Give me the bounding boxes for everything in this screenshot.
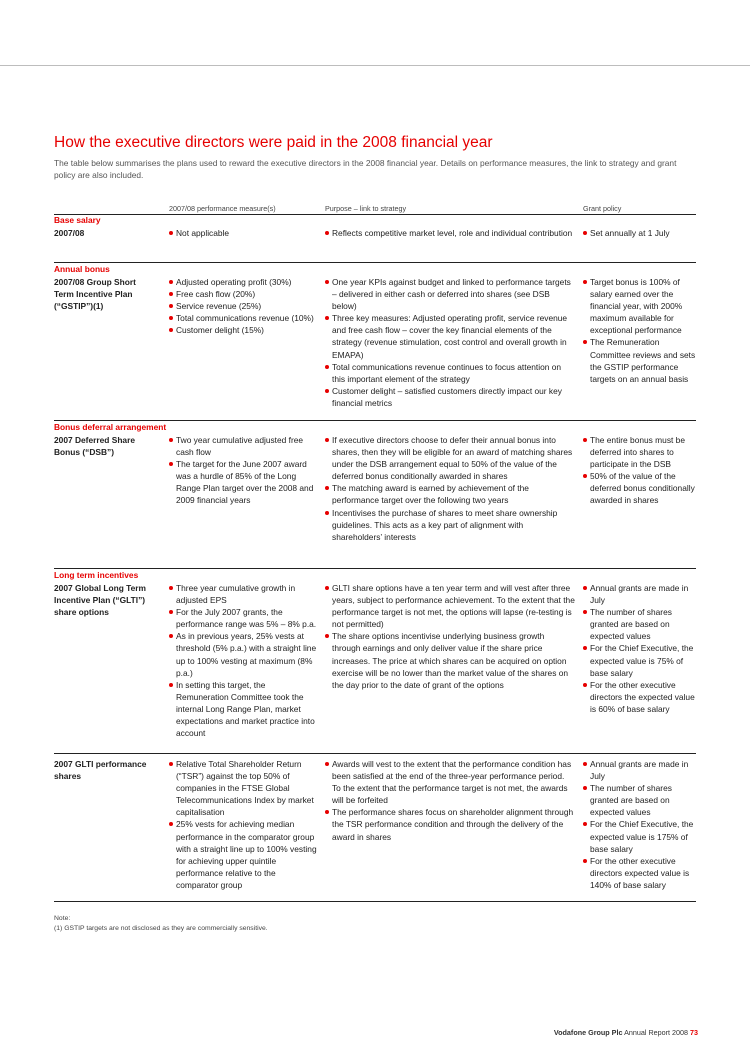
list-item: Set annually at 1 July bbox=[583, 227, 699, 239]
list-item: If executive directors choose to defer their annual bonus into shares, then they will be eligible for an award of matching shares under the DSB arrangement equal to 50% of the value of the deferred bonus conditionally awarded in shares bbox=[325, 434, 575, 482]
purpose-cell bbox=[325, 434, 575, 543]
purpose-cell bbox=[325, 276, 575, 409]
purpose-cell bbox=[325, 758, 575, 843]
note-text: (1) GSTIP targets are not disclosed as they are commercially sensitive. bbox=[54, 924, 268, 932]
list-item: Not applicable bbox=[169, 227, 317, 239]
row-label-base-salary: 2007/08 bbox=[54, 228, 85, 238]
purpose-cell bbox=[325, 227, 575, 239]
list-item: The number of shares granted are based on expected values bbox=[583, 606, 699, 642]
grant-cell bbox=[583, 434, 699, 507]
list-item: In setting this target, the Remuneration Committee took the internal Long Range Plan, market expectations and market practice into account bbox=[169, 679, 317, 739]
list-item: Reflects competitive market level, role and individual contribution bbox=[325, 227, 575, 239]
grant-cell bbox=[583, 758, 699, 891]
list-item: Three year cumulative growth in adjusted EPS bbox=[169, 582, 317, 606]
category-long-term-incentives: Long term incentives bbox=[54, 570, 139, 580]
column-header-performance: 2007/08 performance measure(s) bbox=[169, 204, 276, 213]
section-rule bbox=[54, 262, 696, 263]
list-item: The entire bonus must be deferred into shares to participate in the DSB bbox=[583, 434, 699, 470]
list-item: Annual grants are made in July bbox=[583, 582, 699, 606]
purpose-cell bbox=[325, 582, 575, 691]
table-top-rule bbox=[54, 214, 696, 215]
grant-cell bbox=[583, 227, 699, 239]
page-footer bbox=[554, 1028, 698, 1037]
page-title: How the executive directors were paid in the 2008 financial year bbox=[54, 134, 493, 151]
list-item: Customer delight – satisfied customers directly impact our key financial metrics bbox=[325, 385, 575, 409]
list-item: Free cash flow (20%) bbox=[169, 288, 317, 300]
list-item: Total communications revenue continues to focus attention on this important element of the strategy bbox=[325, 361, 575, 385]
list-item: For the other executive directors the expected value is 60% of base salary bbox=[583, 679, 699, 715]
list-item: The share options incentivise underlying business growth through earnings and only deliver value if the share price increases. The price at which shares can be acquired on option exercise will be no lower than the market value of the shares on the day prior to the date of grant of the options bbox=[325, 630, 575, 690]
list-item: The target for the June 2007 award was a hurdle of 85% of the Long Range Plan target over the 2008 and 2009 financial years bbox=[169, 458, 317, 506]
footer-report: Annual Report 2008 bbox=[624, 1028, 688, 1037]
list-item: 50% of the value of the deferred bonus conditionally awarded in shares bbox=[583, 470, 699, 506]
list-item: As in previous years, 25% vests at threshold (5% p.a.) with a straight line up to 100% vesting at maximum (8% p.a.) bbox=[169, 630, 317, 678]
row-label-glti-shares: 2007 GLTI performance shares bbox=[54, 759, 147, 781]
top-rule bbox=[0, 65, 750, 66]
list-item: 25% vests for achieving median performance in the comparator group with a straight line up to 100% vesting for achieving upper quintile performance relative to the comparator group bbox=[169, 818, 317, 891]
performance-cell bbox=[169, 758, 317, 891]
column-header-grant: Grant policy bbox=[583, 204, 622, 213]
row-label-dsb: 2007 Deferred Share Bonus (“DSB”) bbox=[54, 435, 136, 457]
list-item: For the July 2007 grants, the performance range was 5% – 8% p.a. bbox=[169, 606, 317, 630]
list-item: Annual grants are made in July bbox=[583, 758, 699, 782]
grant-cell bbox=[583, 582, 699, 715]
list-item: For the Chief Executive, the expected value is 75% of base salary bbox=[583, 642, 699, 678]
list-item: The performance shares focus on shareholder alignment through the TSR performance condition and through the delivery of the award in shares bbox=[325, 806, 575, 842]
category-base-salary: Base salary bbox=[54, 215, 101, 225]
list-item: The number of shares granted are based on expected values bbox=[583, 782, 699, 818]
row-rule bbox=[54, 753, 696, 754]
intro-text: The table below summarises the plans used to reward the executive directors in the 2008 financial year. Details on performance measures, the link to strategy and grant policy are also included. bbox=[54, 158, 677, 180]
list-item: Awards will vest to the extent that the performance condition has been satisfied at the end of the three-year performance period. To the extent that the performance target is not met, the awards will be forfeited bbox=[325, 758, 575, 806]
column-header-purpose: Purpose – link to strategy bbox=[325, 204, 407, 213]
list-item: For the Chief Executive, the expected value is 175% of base salary bbox=[583, 818, 699, 854]
section-rule bbox=[54, 420, 696, 421]
list-item: Service revenue (25%) bbox=[169, 300, 317, 312]
section-rule bbox=[54, 568, 696, 569]
list-item: Total communications revenue (10%) bbox=[169, 312, 317, 324]
list-item: Adjusted operating profit (30%) bbox=[169, 276, 317, 288]
list-item: The matching award is earned by achievement of the performance target over the following two years bbox=[325, 482, 575, 506]
list-item: Target bonus is 100% of salary earned over the financial year, with 200% maximum available for exceptional performance bbox=[583, 276, 699, 336]
category-bonus-deferral: Bonus deferral arrangement bbox=[54, 422, 167, 432]
list-item: Two year cumulative adjusted free cash flow bbox=[169, 434, 317, 458]
row-label-gstip: 2007/08 Group Short Term Incentive Plan (“GSTIP”)(1) bbox=[54, 277, 136, 311]
category-annual-bonus: Annual bonus bbox=[54, 264, 110, 274]
list-item: For the other executive directors expected value is 140% of base salary bbox=[583, 855, 699, 891]
list-item: Relative Total Shareholder Return (“TSR”) against the top 50% of companies in the FTSE Global Telecommunications Index by market capitalisation bbox=[169, 758, 317, 818]
list-item: Three key measures: Adjusted operating profit, service revenue and free cash flow – cover the key financial elements of the strategy (revenue stimulation, cost control and overall growth in EMAPA) bbox=[325, 312, 575, 360]
page-number: 73 bbox=[690, 1028, 698, 1037]
row-label-glti-options: 2007 Global Long Term Incentive Plan (“GLTI”) share options bbox=[54, 583, 146, 617]
list-item: GLTI share options have a ten year term and will vest after three years, subject to performance achievement. To the extent that the performance target is not met, the options will lapse (re-testing is not permitted) bbox=[325, 582, 575, 630]
performance-cell bbox=[169, 276, 317, 336]
list-item: The Remuneration Committee reviews and sets the GSTIP performance targets on an annual basis bbox=[583, 336, 699, 384]
performance-cell bbox=[169, 434, 317, 507]
performance-cell bbox=[169, 582, 317, 739]
footer-company: Vodafone Group Plc bbox=[553, 1028, 623, 1037]
performance-cell bbox=[169, 227, 317, 239]
grant-cell bbox=[583, 276, 699, 385]
list-item: Incentivises the purchase of shares to meet share ownership guidelines. This acts as a key part of alignment with shareholders’ interests bbox=[325, 507, 575, 543]
table-bottom-rule bbox=[54, 901, 696, 902]
footnote bbox=[54, 914, 268, 933]
note-heading: Note: bbox=[54, 915, 71, 922]
list-item: One year KPIs against budget and linked to performance targets – delivered in either cash or deferred into shares (see DSB below) bbox=[325, 276, 575, 312]
list-item: Customer delight (15%) bbox=[169, 324, 317, 336]
